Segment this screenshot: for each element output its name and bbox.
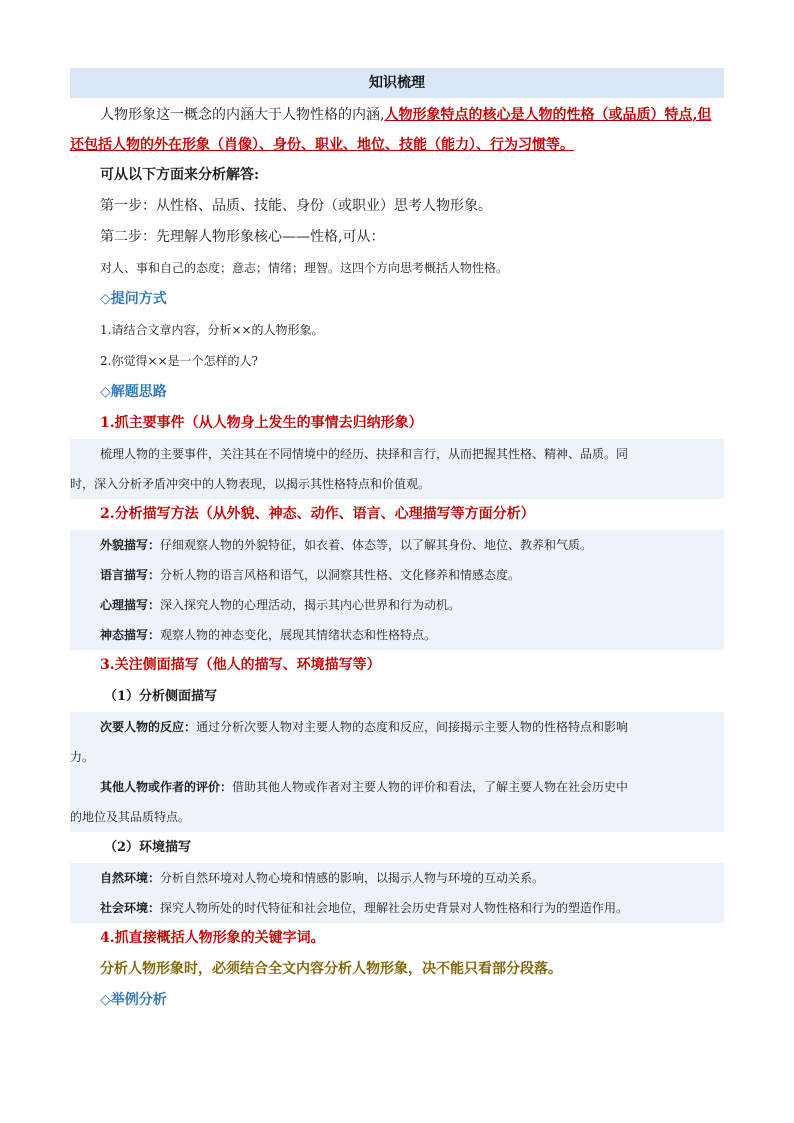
question-item: 1.请结合文章内容，分析××的人物形象。 <box>100 323 324 337</box>
appearance-description <box>70 530 724 560</box>
step-two: 第二步：先理解人物形象核心——性格,可从： <box>100 229 385 245</box>
language-description <box>70 560 724 590</box>
method-2-heading: 2.分析描写方法（从外貌、神态、动作、语言、心理描写等方面分析） <box>100 506 535 522</box>
document-page <box>70 68 724 1016</box>
intro-line-1 <box>70 100 724 130</box>
method-1-line-2: 时，深入分析矛盾冲突中的人物表现，以揭示其性格特点和价值观。 <box>70 469 724 499</box>
description-label: 心理描写： <box>100 598 161 612</box>
expression-description <box>70 620 724 650</box>
method-3-heading: 3.关注侧面描写（他人的描写、环境描写等） <box>100 657 381 673</box>
intro-emphasis-2: 还包括人物的外在形象（肖像）、身份、职业、地位、技能（能力）、行为习惯等。 <box>70 137 574 153</box>
others-evaluation-line-1 <box>70 772 724 802</box>
question-item: 2.你觉得××是一个怎样的人? <box>100 354 258 368</box>
description-text: 分析人物的语言风格和语气，以洞察其性格、文化修养和情感态度。 <box>160 568 521 582</box>
method-1-heading: 1.抓主要事件（从人物身上发生的事情去归纳形象） <box>100 415 423 431</box>
step-two-detail: 对人、事和自己的态度；意志；情绪；理智。这四个方向思考概括人物性格。 <box>100 261 509 275</box>
description-label: 神态描写： <box>100 628 161 642</box>
section-title: 知识梳理 <box>70 68 724 98</box>
description-label: 外貌描写： <box>100 538 161 552</box>
question-heading: ◇提问方式 <box>100 291 167 307</box>
social-environment-text: 探究人物所处的时代特征和社会地位，理解社会历史背景对人物性格和行为的塑造作用。 <box>160 901 629 915</box>
example-heading: ◇举例分析 <box>100 992 167 1008</box>
description-text: 观察人物的神态变化，展现其情绪状态和性格特点。 <box>160 628 437 642</box>
social-environment-label: 社会环境： <box>100 901 161 915</box>
method-4-note: 分析人物形象时，必须结合全文内容分析人物形象，决不能只看部分段落。 <box>100 961 562 977</box>
description-text: 仔细观察人物的外貌特征，如衣着、体态等，以了解其身份、地位、教养和气质。 <box>160 538 593 552</box>
natural-environment-text: 分析自然环境对人物心境和情感的影响，以揭示人物与环境的互动关系。 <box>160 871 545 885</box>
social-environment <box>70 893 724 923</box>
subheading-side-description: （1）分析侧面描写 <box>104 689 218 704</box>
intro-emphasis-1: 人物形象特点的核心是人物的性格（或品质）特点,但 <box>384 107 712 123</box>
description-text: 深入探究人物的心理活动，揭示其内心世界和行为动机。 <box>160 598 461 612</box>
natural-environment-label: 自然环境： <box>100 871 161 885</box>
method-4-heading: 4.抓直接概括人物形象的关键字词。 <box>100 930 325 946</box>
method-heading: ◇解题思路 <box>100 384 167 400</box>
others-evaluation-label: 其他人物或作者的评价： <box>100 780 233 794</box>
others-evaluation-text: 借助其他人物或作者对主要人物的评价和看法，了解主要人物在社会历史中 <box>232 780 629 794</box>
others-evaluation-line-2: 的地位及其品质特点。 <box>70 802 724 832</box>
method-1-line-1: 梳理人物的主要事件，关注其在不同情境中的经历、抉择和言行，从而把握其性格、精神、品质。同 <box>70 439 724 469</box>
approach-heading: 可从以下方面来分析解答: <box>100 167 260 183</box>
intro-line-2 <box>70 130 724 160</box>
step-one: 第一步：从性格、品质、技能、身份（或职业）思考人物形象。 <box>100 198 492 214</box>
natural-environment <box>70 863 724 893</box>
psychology-description <box>70 590 724 620</box>
secondary-reaction-text: 通过分析次要人物对主要人物的态度和反应，间接揭示主要人物的性格特点和影响 <box>196 720 629 734</box>
description-label: 语言描写： <box>100 568 161 582</box>
secondary-reaction-line-2: 力。 <box>70 742 724 772</box>
subheading-environment: （2）环境描写 <box>104 840 192 855</box>
intro-plain-text: 人物形象这一概念的内涵大于人物性格的内涵, <box>100 107 385 123</box>
secondary-reaction-line-1 <box>70 712 724 742</box>
secondary-reaction-label: 次要人物的反应： <box>100 720 197 734</box>
